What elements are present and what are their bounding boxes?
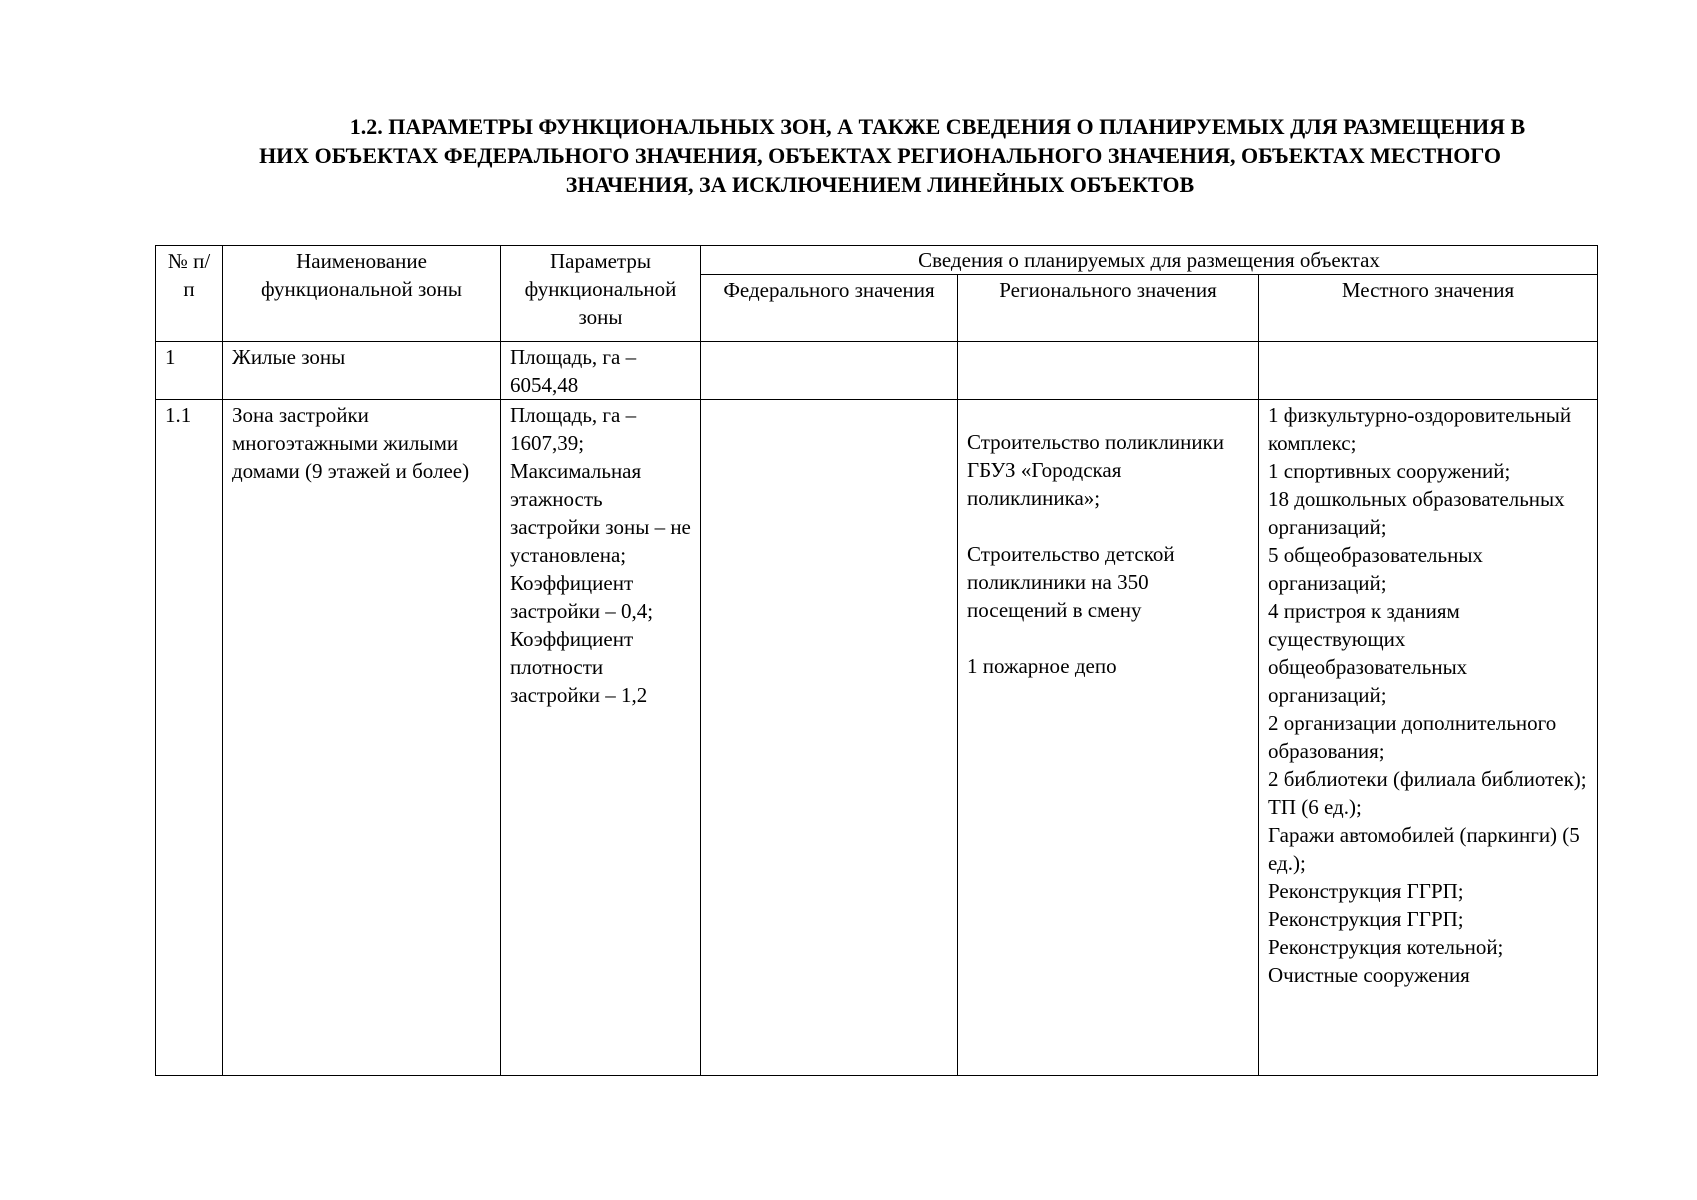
header-federal: Федерального значения <box>701 275 958 342</box>
local-item: 18 дошкольных образовательных организаций; <box>1268 487 1565 539</box>
table-header-row-1 <box>156 246 1598 275</box>
header-zone-params: Параметры функциональной зоны <box>501 246 701 342</box>
row1-num: 1 <box>156 342 223 400</box>
local-item: Гаражи автомобилей (паркинги) (5 ед.); <box>1268 823 1580 875</box>
row1-params: Площадь, га – 6054,48 <box>501 342 701 400</box>
row2-num: 1.1 <box>156 400 223 1076</box>
regional-item: Строительство детской поликлиники на 350 посещений в смену <box>967 542 1175 622</box>
row1-zone-name: Жилые зоны <box>223 342 501 400</box>
local-item: 2 библиотеки (филиала библиотек); <box>1268 767 1587 791</box>
title-line-1: 1.2. ПАРАМЕТРЫ ФУНКЦИОНАЛЬНЫХ ЗОН, А ТАКЖЕ СВЕДЕНИЯ О ПЛАНИРУЕМЫХ ДЛЯ РАЗМЕЩЕНИЯ В <box>349 114 1526 139</box>
local-item: 4 пристроя к зданиям существующих общеобразовательных организаций; <box>1268 599 1468 707</box>
row1-local <box>1259 342 1598 400</box>
row2-federal <box>701 400 958 1076</box>
local-item: Реконструкция котельной; <box>1268 935 1504 959</box>
title-line-2: НИХ ОБЪЕКТАХ ФЕДЕРАЛЬНОГО ЗНАЧЕНИЯ, ОБЪЕКТАХ РЕГИОНАЛЬНОГО ЗНАЧЕНИЯ, ОБЪЕКТАХ МЕСТНОГО <box>259 143 1501 168</box>
local-item: Реконструкция ГГРП; <box>1268 879 1464 903</box>
row2-zone-name: Зона застройки многоэтажными жилыми домами (9 этажей и более) <box>223 400 501 1076</box>
regional-item: Строительство поликлиники ГБУЗ «Городская поликлиника»; <box>967 430 1224 510</box>
local-item: 2 организации дополнительного образования; <box>1268 711 1557 763</box>
param-coverage-ratio: Коэффициент застройки – 0,4; <box>510 571 654 623</box>
regional-item: 1 пожарное депо <box>967 654 1117 678</box>
row1-federal <box>701 342 958 400</box>
row2-params <box>501 400 701 1076</box>
table-row <box>156 342 1598 400</box>
header-planned-objects: Сведения о планируемых для размещения объектах <box>701 246 1598 275</box>
header-zone-name: Наименование функциональной зоны <box>223 246 501 342</box>
local-item: 1 физкультурно-оздоровительный комплекс; <box>1268 403 1572 455</box>
document-title <box>180 112 1580 199</box>
param-max-floors: Максимальная этажность застройки зоны – не установлена; <box>510 459 691 567</box>
param-density-ratio: Коэффициент плотности застройки – 1,2 <box>510 627 648 707</box>
local-item: 1 спортивных сооружений; <box>1268 459 1511 483</box>
local-item: ТП (6 ед.); <box>1268 795 1362 819</box>
param-area: Площадь, га – 1607,39; <box>510 403 637 455</box>
header-local: Местного значения <box>1259 275 1598 342</box>
row1-regional <box>958 342 1259 400</box>
zones-parameters-table <box>155 245 1598 1076</box>
header-regional: Регионального значения <box>958 275 1259 342</box>
local-item: Очистные сооружения <box>1268 963 1470 987</box>
table-row <box>156 400 1598 1076</box>
row2-local <box>1259 400 1598 1076</box>
local-item: 5 общеобразовательных организаций; <box>1268 543 1483 595</box>
row2-regional <box>958 400 1259 1076</box>
title-line-3: ЗНАЧЕНИЯ, ЗА ИСКЛЮЧЕНИЕМ ЛИНЕЙНЫХ ОБЪЕКТОВ <box>565 172 1195 197</box>
local-item: Реконструкция ГГРП; <box>1268 907 1464 931</box>
header-num: № п/п <box>156 246 223 342</box>
